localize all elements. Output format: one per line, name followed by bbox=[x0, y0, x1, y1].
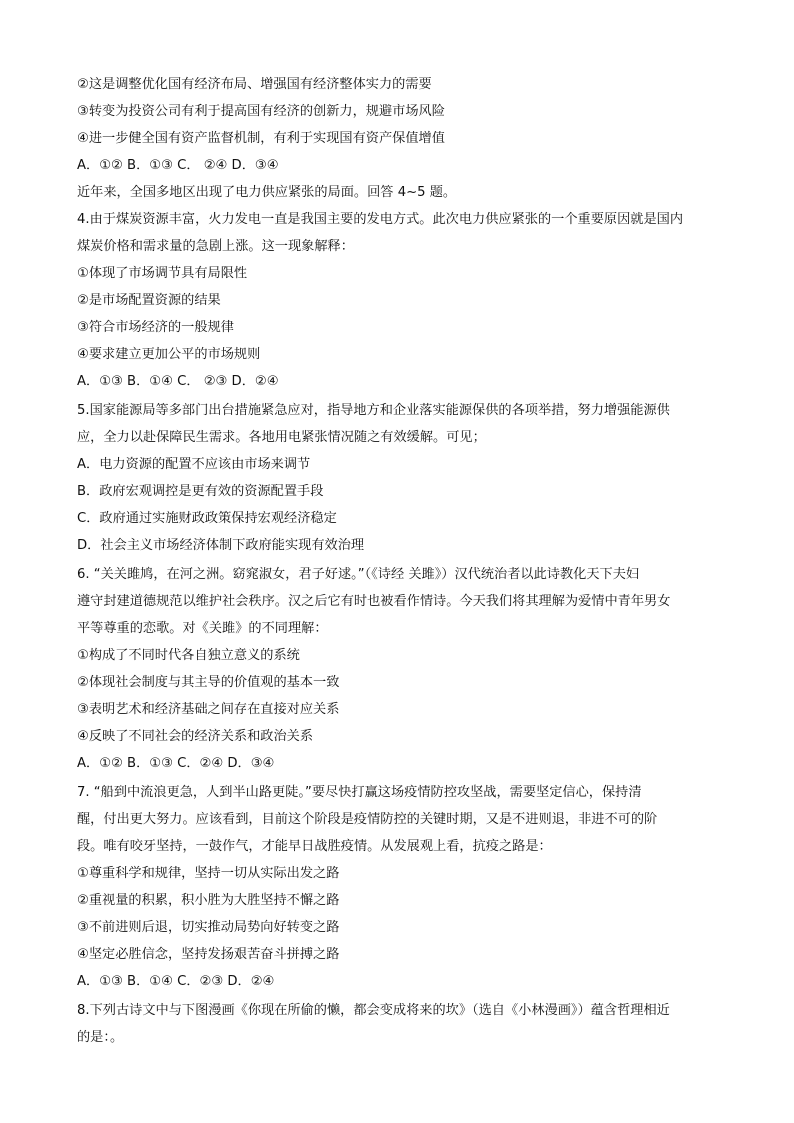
answer-options: A．①③ B．①④ C．②③ D．②④ bbox=[77, 974, 275, 989]
text-line: 平等尊重的恋歌。对《关雎》的不同理解： bbox=[77, 621, 328, 636]
text-line: D．社会主义市场经济体制下政府能实现有效治理 bbox=[77, 538, 365, 553]
question-6: 6. “关关雎鸠，在河之洲。窈窕淑女，君子好逑。”（《诗经 关雎》）汉代统治者以此诗教化天下夫妇 bbox=[77, 567, 640, 582]
text-line: ②这是调整优化国有经济布局、增强国有经济整体实力的需要 bbox=[77, 77, 432, 92]
text-line: ③转变为投资公司有利于提高国有经济的创新力，规避市场风险 bbox=[77, 104, 445, 119]
text-line: 段。唯有咬牙坚持，一鼓作气，才能早日战胜疫情。从发展观上看，抗疫之路是： bbox=[77, 839, 552, 854]
answer-options: A．①② B．①③ C． ②④ D．③④ bbox=[77, 158, 279, 173]
text-line: 近年来，全国多地区出现了电力供应紧张的局面。回答 4~5 题。 bbox=[77, 185, 457, 200]
text-line: ①尊重科学和规律，坚持一切从实际出发之路 bbox=[77, 866, 340, 881]
text-line: ④反映了不同社会的经济关系和政治关系 bbox=[77, 729, 314, 744]
question-8: 8.下列古诗文中与下图漫画《你现在所偷的懒，都会变成将来的坎》（选自《小林漫画》）蕴含哲理相近 bbox=[77, 1003, 670, 1018]
text-line: 应，全力以赴保障民生需求。各地用电紧张情况随之有效缓解。可见； bbox=[77, 430, 486, 445]
text-line: B．政府宏观调控是更有效的资源配置手段 bbox=[77, 484, 324, 499]
text-line: 的是：。 bbox=[77, 1030, 124, 1045]
text-line: ②体现社会制度与其主导的价值观的基本一致 bbox=[77, 675, 340, 690]
text-line: ①体现了市场调节具有局限性 bbox=[77, 266, 248, 281]
answer-options: A．①③ B．①④ C． ②③ D．②④ bbox=[77, 374, 279, 389]
text-line: C．政府通过实施财政政策保持宏观经济稳定 bbox=[77, 511, 337, 526]
text-line: ③表明艺术和经济基础之间存在直接对应关系 bbox=[77, 702, 340, 717]
text-line: ②是市场配置资源的结果 bbox=[77, 293, 221, 308]
text-line: ③不前进则后退，切实推动局势向好转变之路 bbox=[77, 920, 340, 935]
text-line: 遵守封建道德规范以维护社会秩序。汉之后它有时也被看作情诗。今天我们将其理解为爱情中青年男女 bbox=[77, 594, 671, 609]
text-line: ④要求建立更加公平的市场规则 bbox=[77, 347, 261, 362]
answer-options: A．①② B．①③ C．②④ D．③④ bbox=[77, 756, 275, 771]
text-line: 煤炭价格和需求量的急剧上涨。这一现象解释： bbox=[77, 239, 354, 254]
text-line: ④坚定必胜信念，坚持发扬艰苦奋斗拼搏之路 bbox=[77, 947, 340, 962]
text-line: A．电力资源的配置不应该由市场来调节 bbox=[77, 457, 311, 472]
text-line: ②重视量的积累，积小胜为大胜坚持不懈之路 bbox=[77, 893, 340, 908]
question-7: 7. “船到中流浪更急，人到半山路更陡。”要尽快打赢这场疫情防控攻坚战，需要坚定信心，保持清 bbox=[77, 785, 642, 800]
question-5: 5.国家能源局等多部门出台措施紧急应对，指导地方和企业落实能源保供的各项举措，努力增强能源供 bbox=[77, 403, 670, 418]
text-line: ③符合市场经济的一般规律 bbox=[77, 320, 234, 335]
text-line: ④进一步健全国有资产监督机制，有利于实现国有资产保值增值 bbox=[77, 131, 445, 146]
question-4: 4.由于煤炭资源丰富，火力发电一直是我国主要的发电方式。此次电力供应紧张的一个重要原因就是国内 bbox=[77, 212, 684, 227]
text-line: ①构成了不同时代各自独立意义的系统 bbox=[77, 648, 300, 663]
text-line: 醒，付出更大努力。应该看到，目前这个阶段是疫情防控的关键时期，又是不进则退，非进不可的阶 bbox=[77, 812, 658, 827]
